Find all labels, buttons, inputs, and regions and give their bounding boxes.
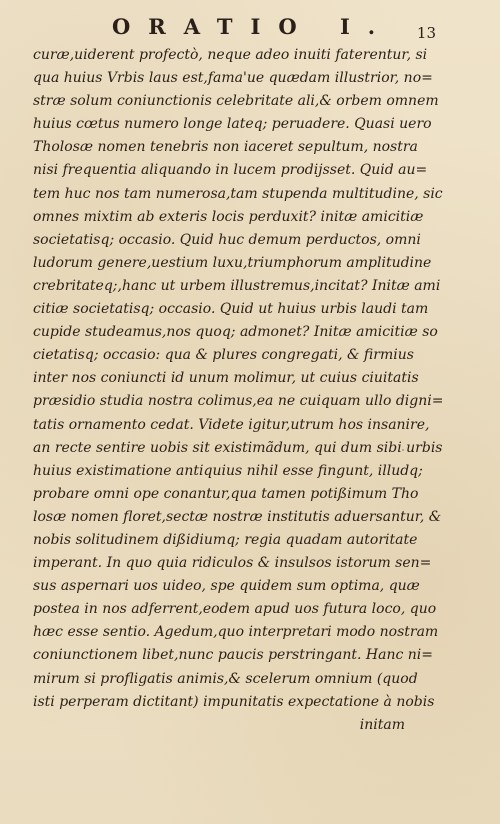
text-line: stræ solum coniunctionis celebritate ali,& orbem omnem xyxy=(33,93,439,110)
text-line: huius existimatione antiquius nihil esse fingunt, illudq; xyxy=(33,462,423,479)
text-line: sus aspernari uos uideo, spe quidem sum optima, quæ xyxy=(33,578,420,595)
text-line: tatis ornamento cedat. Videte igitur,utrum hos insanire, xyxy=(33,416,430,433)
paper-fleck xyxy=(214,700,215,706)
text-line: curæ,uiderent profectò, neque adeo inuiti faterentur, si xyxy=(33,47,428,63)
text-line: nobis solitudinem dißidiumq; regia quadam autoritate xyxy=(33,531,418,548)
text-line: hæc esse sentio. Agedum,quo interpretari modo nostram xyxy=(33,624,439,641)
text-line: qua huius Vrbis laus est,fama'ue quædam illustrior, no= xyxy=(33,70,433,87)
text-line: præsidio studia nostra colimus,ea ne cuiquam ullo digni= xyxy=(33,393,444,410)
text-line: ludorum genere,uestium luxu,triumphorum amplitudine xyxy=(33,254,432,271)
catchword: initam xyxy=(359,716,405,733)
text-line: omnes mixtim ab exteris locis perduxit? initæ amicitiæ xyxy=(33,208,424,225)
text-line: nisi frequentia aliquando in lucem prodijsset. Quid au= xyxy=(33,162,428,179)
paper-fleck xyxy=(402,449,404,451)
text-line: cietatisq; occasio: qua & plures congregati, & firmius xyxy=(33,347,414,364)
text-line: inter nos coniuncti id unum molimur, ut cuius ciuitatis xyxy=(33,370,419,387)
page-header xyxy=(0,14,500,44)
text-line: an recte sentire uobis sit existimãdum, qui dum sibi urbis xyxy=(33,439,443,456)
text-line: probare omni ope conantur,qua tamen potißimum Tho xyxy=(33,485,419,502)
text-line: societatisq; occasio. Quid huc demum perductos, omni xyxy=(33,231,421,248)
running-title: ORATIO I. xyxy=(112,14,394,39)
text-line: coniunctionem libet,nunc paucis perstringant. Hanc ni= xyxy=(33,647,433,664)
text-line: mirum si profligatis animis,& scelerum omnium (quod xyxy=(33,670,418,687)
text-line: huius cœtus numero longe lateq; peruadere. Quasi uero xyxy=(33,116,432,133)
body-text xyxy=(33,44,444,737)
text-line: Tholosæ nomen tenebris non iaceret sepultum, nostra xyxy=(33,139,418,156)
text-line: isti perperam dictitant) impunitatis expectatione à nobis xyxy=(33,693,435,710)
text-line: citiæ societatisq; occasio. Quid ut huius urbis laudi tam xyxy=(33,301,429,318)
page-number: 13 xyxy=(416,24,436,42)
text-line: losæ nomen floret,sectæ nostræ institutis aduersantur, & xyxy=(33,508,442,525)
text-line: crebritateq;,hanc ut urbem illustremus,incitat? Initæ ami xyxy=(33,277,441,294)
text-line: imperant. In quo quia ridiculos & insulsos istorum sen= xyxy=(33,555,432,572)
text-line: cupide studeamus,nos quoq; admonet? Initæ amicitiæ so xyxy=(33,324,438,341)
text-line: tem huc nos tam numerosa,tam stupenda multitudine, sic xyxy=(33,185,443,202)
text-line: postea in nos adferrent,eodem apud uos futura loco, quo xyxy=(33,601,437,618)
